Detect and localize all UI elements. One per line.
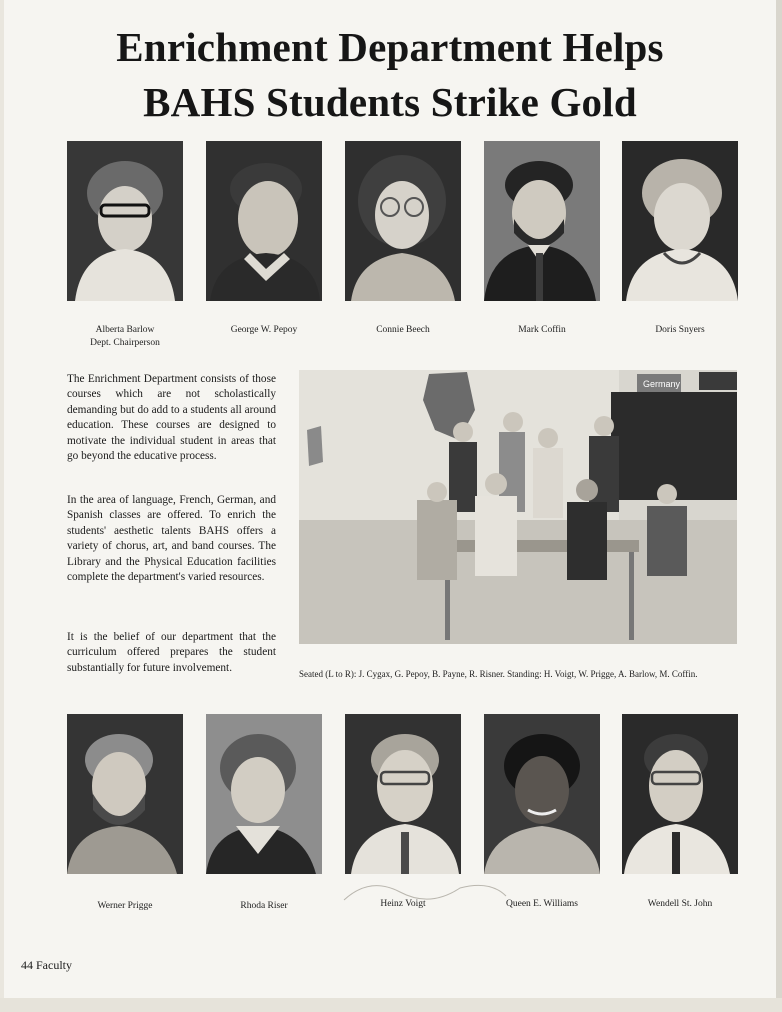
germany-sign: Germany [643,379,681,389]
portrait-photo [206,141,322,301]
portrait-photo [67,714,183,874]
portrait-photo [345,714,461,874]
group-photo [299,370,737,644]
body-paragraph-3-text: It is the belief of our department that the curriculum offered prepares the student substantially for future involvement. [67,631,276,674]
page-edge-right [776,0,782,1012]
page-title-line-1: Enrichment Department Helps [116,24,664,70]
portrait-photo [484,141,600,301]
portrait-caption [194,900,334,913]
portrait-name: Mark Coffin [518,325,566,335]
pen-scribble [340,870,510,910]
page-title-line-2: BAHS Students Strike Gold [143,79,637,125]
portrait-caption [472,324,612,337]
portrait-name: Werner Prigge [97,901,153,911]
group-photo-caption: Seated (L to R): J. Cygax, G. Pepoy, B. Payne, R. Risner. Standing: H. Voigt, W. Prigge, A. Barlow, M. Coffin. [299,669,698,679]
portrait-role: Dept. Chairperson [90,338,160,348]
body-paragraph-1 [67,372,276,464]
portrait-name: Connie Beech [376,325,430,335]
body-paragraph-2-text: In the area of language, French, German, and Spanish classes are offered. To enrich the students' aesthetic talents BAHS offers a variety of chorus, art, and band courses. The Library and the Physical Education facilities complete the department's varied resources. [67,494,276,584]
portrait-caption [55,324,195,350]
portrait-name: Queen E. Williams [506,899,578,909]
portrait-name: Wendell St. John [647,899,713,909]
portrait-name: Doris Snyers [655,325,705,335]
body-paragraph-3 [67,630,276,676]
page-edge-left [0,0,4,1012]
page-footer: 44 Faculty [21,958,72,972]
portrait-name: Alberta Barlow [95,325,155,335]
portrait-name: George W. Pepoy [230,325,298,335]
portrait-name: Heinz Voigt [380,899,426,909]
portrait-caption [610,898,750,911]
portrait-photo [484,714,600,874]
portrait-caption [333,324,473,337]
portrait-name: Rhoda Riser [240,901,288,911]
body-paragraph-2 [67,493,276,585]
portrait-photo [622,714,738,874]
portrait-caption [194,324,334,337]
portrait-photo [622,141,738,301]
portrait-photo [345,141,461,301]
portrait-caption [610,324,750,337]
portrait-caption [55,900,195,913]
portrait-photo [67,141,183,301]
portrait-photo [206,714,322,874]
body-paragraph-1-text: The Enrichment Department consists of those courses which are not scholastically demanding but do add to a students all around education. These courses are designed to motivate the individual student in areas that go beyond the educative process. [67,373,276,463]
page-edge-bottom [0,998,782,1012]
